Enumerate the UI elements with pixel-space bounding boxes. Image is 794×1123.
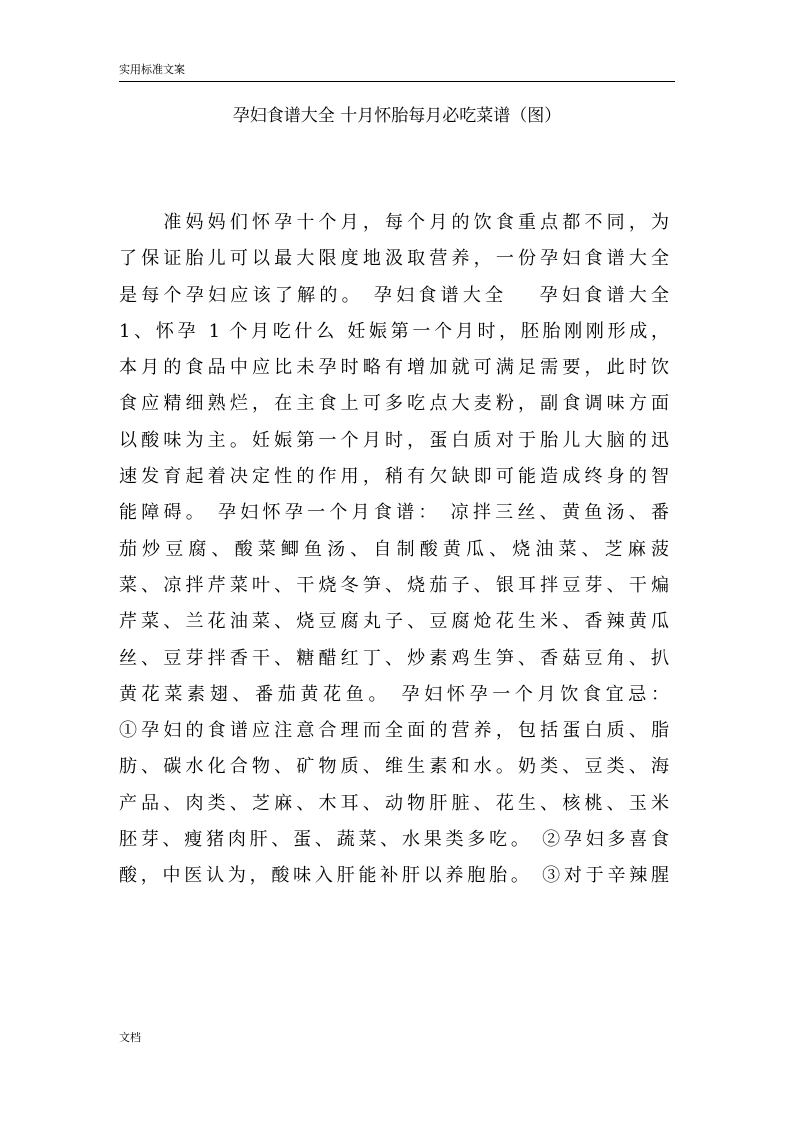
- body-line: 茄炒豆腐、酸菜鲫鱼汤、自制酸黄瓜、烧油菜、芝麻菠: [119, 538, 669, 560]
- body-line: 能障碍。 孕妇怀孕一个月食谱： 凉拌三丝、黄鱼汤、番: [119, 502, 669, 524]
- page-footer-label: 文档: [119, 1031, 141, 1044]
- body-line: 芹菜、兰花油菜、烧豆腐丸子、豆腐炝花生米、香辣黄瓜: [119, 611, 669, 633]
- body-line: 以酸味为主。妊娠第一个月时，蛋白质对于胎儿大脑的迅: [119, 429, 669, 451]
- body-line: 酸，中医认为，酸味入肝能补肝以养胞胎。 ③对于辛辣腥: [119, 865, 669, 887]
- body-line: 准妈妈们怀孕十个月，每个月的饮食重点都不同，为: [119, 212, 669, 233]
- page-header-label: 实用标准文案: [119, 63, 185, 76]
- body-line: 肪、碳水化合物、矿物质、维生素和水。奶类、豆类、海: [119, 756, 669, 778]
- body-line: 1、怀孕 1 个月吃什么 妊娠第一个月时，胚胎刚刚形成，: [119, 320, 669, 342]
- body-line: ①孕妇的食谱应注意合理而全面的营养，包括蛋白质、脂: [119, 720, 669, 742]
- body-line: 了保证胎儿可以最大限度地汲取营养，一份孕妇食谱大全: [119, 248, 669, 270]
- body-line: 菜、凉拌芹菜叶、干烧冬笋、烧茄子、银耳拌豆芽、干煸: [119, 574, 669, 596]
- body-line: 胚芽、瘦猪肉肝、蛋、蔬菜、水果类多吃。 ②孕妇多喜食: [119, 829, 669, 851]
- body-line: 产品、肉类、芝麻、木耳、动物肝脏、花生、核桃、玉米: [119, 792, 669, 814]
- body-line: 丝、豆芽拌香干、糖醋红丁、炒素鸡生笋、香菇豆角、扒: [119, 647, 669, 669]
- body-line: 黄花菜素翅、番茄黄花鱼。 孕妇怀孕一个月饮食宜忌：: [119, 683, 669, 705]
- body-line: 食应精细熟烂，在主食上可多吃点大麦粉，副食调味方面: [119, 393, 669, 415]
- document-body: [119, 205, 669, 990]
- header-divider: [119, 81, 675, 82]
- body-line: 本月的食品中应比未孕时略有增加就可满足需要，此时饮: [119, 357, 669, 379]
- body-line: 是每个孕妇应该了解的。 孕妇食谱大全 孕妇食谱大全: [119, 284, 669, 306]
- document-title: 孕妇食谱大全 十月怀胎每月必吃菜谱（图）: [232, 106, 562, 126]
- body-line: 速发育起着决定性的作用，稍有欠缺即可能造成终身的智: [119, 466, 669, 488]
